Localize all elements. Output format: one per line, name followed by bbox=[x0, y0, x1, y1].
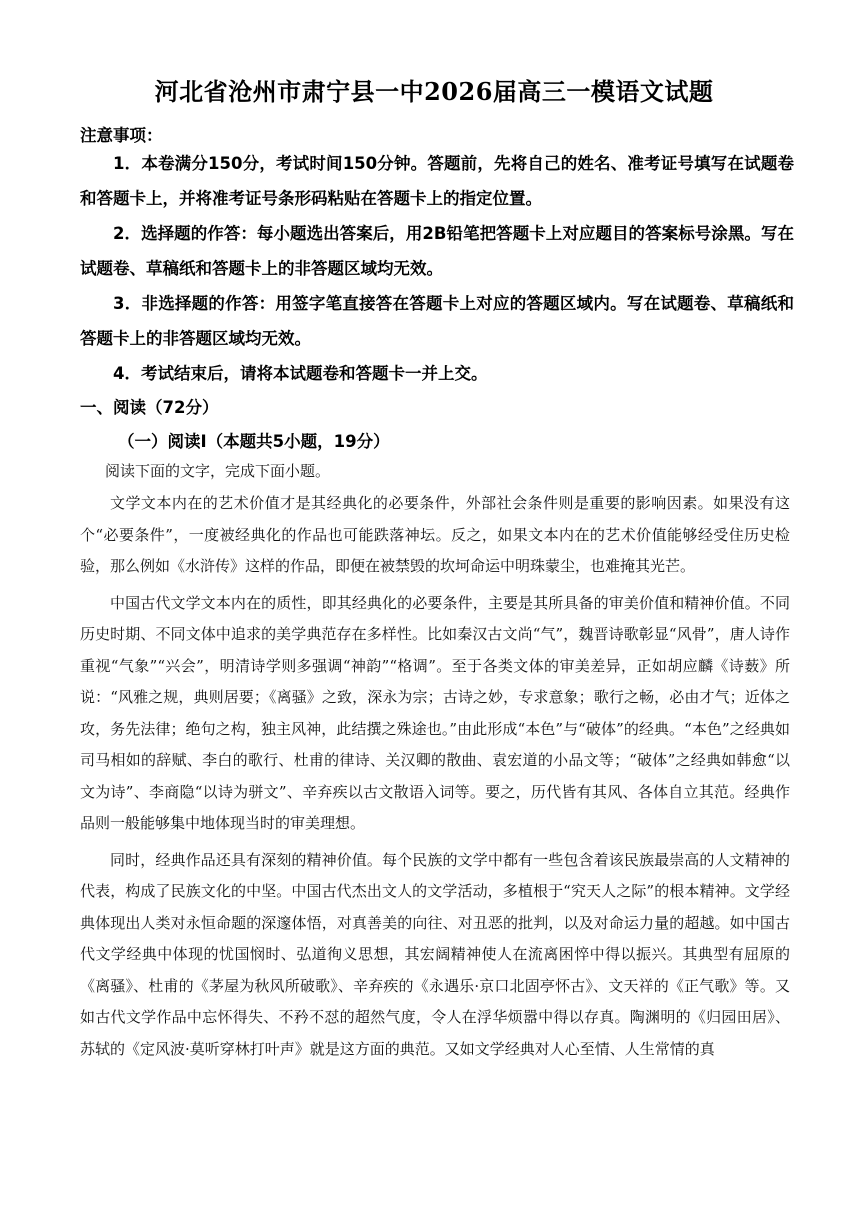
section-heading: 一、阅读（72分） bbox=[80, 398, 219, 417]
reading-passage bbox=[80, 488, 790, 1070]
subsection-heading: （一）阅读Ⅰ（本题共5小题，19分） bbox=[118, 432, 390, 451]
notice-item: 3．非选择题的作答：用签字笔直接答在答题卡上对应的答题区域内。写在试题卷、草稿纸和答题卡上的非答题区域均无效。 bbox=[80, 294, 794, 348]
page-title: 河北省沧州市肃宁县一中2026届高三一模语文试题 bbox=[154, 77, 714, 106]
passage-paragraph: 同时，经典作品还具有深刻的精神价值。每个民族的文学中都有一些包含着该民族最崇高的人文精神的代表，构成了民族文化的中坚。中国古代杰出文人的文学活动，多植根于“究天人之际”的根本精神。文学经典体现出人类对永恒命题的深邃体悟，对真善美的向往、对丑恶的批判，以及对命运力量的超越。如中国古代文学经典中体现的忧国悯时、弘道徇义思想，其宏阔精神使人在流离困悴中得以振兴。其典型有屈原的《离骚》、杜甫的《茅屋为秋风所破歌》、辛弃疾的《永遇乐·京口北固亭怀古》、文天祥的《正气歌》等。又如古代文学作品中忘怀得失、不矜不怼的超然气度，令人在浮华烦嚣中得以存真。陶渊明的《归园田居》、苏轼的《定风波·莫听穿林打叶声》就是这方面的典范。又如文学经典对人心至情、人生常情的真 bbox=[80, 850, 790, 1058]
notice-item: 1．本卷满分150分，考试时间150分钟。答题前，先将自己的姓名、准考证号填写在试题卷和答题卡上，并将准考证号条形码粘贴在答题卡上的指定位置。 bbox=[80, 154, 794, 208]
notice-heading: 注意事项： bbox=[80, 126, 163, 145]
reading-instruction: 阅读下面的文字，完成下面小题。 bbox=[105, 462, 331, 480]
passage-paragraph: 中国古代文学文本内在的质性，即其经典化的必要条件，主要是其所具备的审美价值和精神价值。不同历史时期、不同文体中追求的美学典范存在多样性。比如秦汉古文尚“气”，魏晋诗歌彰显“风骨”，唐人诗作重视“气象”“兴会”，明清诗学则多强调“神韵”“格调”。至于各类文体的审美差异，正如胡应麟《诗薮》所说：“风雅之规，典则居要；《离骚》之致，深永为宗；古诗之妙，专求意象；歌行之畅，必由才气；近体之攻，务先法律；绝句之构，独主风神，此结撰之殊途也。”由此形成“本色”与“破体”的经典。“本色”之经典如司马相如的辞赋、李白的歌行、杜甫的律诗、关汉卿的散曲、袁宏道的小品文等；“破体”之经典如韩愈“以文为诗”、李商隐“以诗为骈文”、辛弃疾以古文散语入词等。要之，历代皆有其风、各体自立其范。经典作品则一般能够集中地体现当时的审美理想。 bbox=[80, 593, 790, 832]
passage-paragraph: 文学文本内在的艺术价值才是其经典化的必要条件，外部社会条件则是重要的影响因素。如果没有这个“必要条件”，一度被经典化的作品也可能跌落神坛。反之，如果文本内在的艺术价值能够经受住历史检验，那么例如《水浒传》这样的作品，即便在被禁毁的坎坷命运中明珠蒙尘，也难掩其光芒。 bbox=[80, 494, 790, 575]
notice-item: 4．考试结束后，请将本试题卷和答题卡一并上交。 bbox=[113, 364, 488, 383]
notice-item: 2．选择题的作答：每小题选出答案后，用2B铅笔把答题卡上对应题目的答案标号涂黑。写在试题卷、草稿纸和答题卡上的非答题区域均无效。 bbox=[80, 224, 794, 278]
notice-list bbox=[80, 146, 794, 391]
